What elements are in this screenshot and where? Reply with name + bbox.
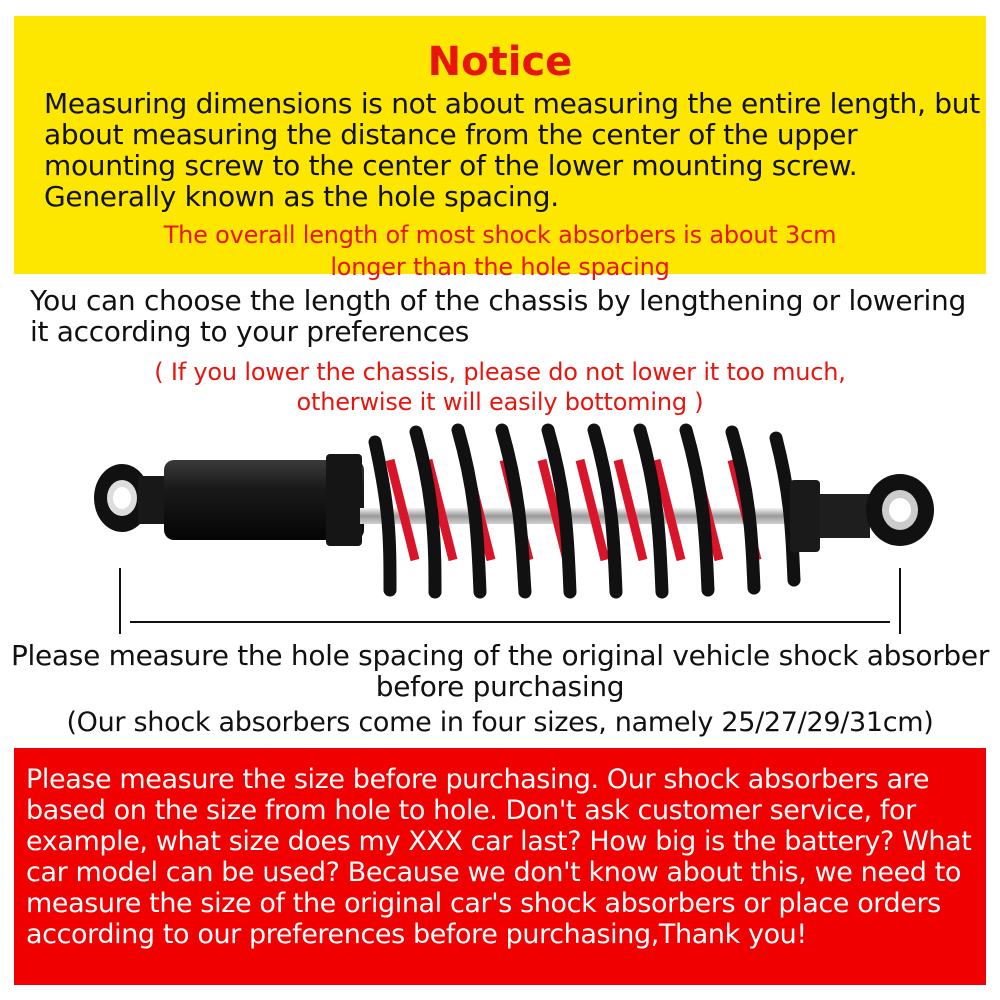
measure-instruction xyxy=(0,640,1000,702)
purchase-warning-panel xyxy=(14,748,986,985)
available-sizes-text: (Our shock absorbers come in four sizes, namely 25/27/29/31cm) xyxy=(66,707,934,738)
chassis-choice-text: You can choose the length of the chassis by lengthening or lowering it according to your preferences xyxy=(30,284,966,348)
notice-title: Notice xyxy=(427,39,573,85)
left-mounting-eye xyxy=(94,464,168,532)
measure-line-1: Please measure the hole spacing of the original vehicle shock absorber xyxy=(10,639,990,672)
right-mounting-eye xyxy=(866,474,934,546)
lowering-warning-line-2: otherwise it will easily bottoming ) xyxy=(296,388,704,416)
lowering-warning-line-1: ( If you lower the chassis, please do not lower it too much, xyxy=(154,358,846,386)
notice-red-line-2: longer than the hole spacing xyxy=(330,253,670,281)
lowering-warning-note xyxy=(0,357,1000,417)
measure-line-2: before purchasing xyxy=(375,670,625,703)
purchase-warning-text: Please measure the size before purchasing. Our shock absorbers are based on the size from hole to hole. Don't ask customer service, for example, what size does my XXX car last? How big is the battery? What car model can be used? Because we don't know about this, we need to measure the size of the original car's shock absorbers or place orders according to our preferences before purchasing,Thank you! xyxy=(26,764,972,950)
hole-spacing-measure-line xyxy=(118,568,902,638)
notice-body-text: Measuring dimensions is not about measuring the entire length, but about measuring the distance from the center of the upper mounting screw to the center of the lower mounting screw. Generally known as the hole spacing. xyxy=(44,87,980,213)
notice-overall-length-note xyxy=(14,219,986,283)
notice-red-line-1: The overall length of most shock absorbers is about 3cm xyxy=(163,221,837,249)
notice-panel xyxy=(14,16,986,281)
